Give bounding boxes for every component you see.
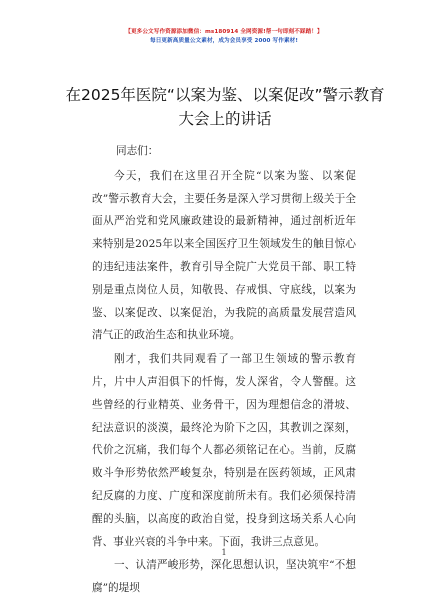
section-heading-1: 一、认清严峻形势，深化思想认识，坚决筑牢“不想腐”的堤坝 [92,559,356,595]
page-number: 1 [221,548,227,557]
paragraph-opening: 今天，我们在这里召开全院“以案为鉴、以案促改”警示教育大会，主要任务是深入学习贯彻上级关于全面从严治党和党风廉政建设的最新精神，通过剖析近年来特别是2025年以来全国医疗卫生领域发生的触目惊心的违纪违法案件，教育引导全院广大党员干部、职工特别是重点岗位人员，知敬畏、存戒惧、守底线，以案为鉴、以案促改、以案促治，为我院的高质量发展营造风清气正的政治生态和执业环境。 [92,169,356,342]
paragraph-warning-film: 刚才，我们共同观看了一部卫生领域的警示教育片，片中人声泪俱下的忏悔，发人深省，令人警醒。这些曾经的行业精英、业务骨干，因为理想信念的滑坡、纪法意识的淡漠，最终沦为阶下之囚，其教训之深刻，代价之沉痛，我们每个人都必须铭记在心。当前，反腐败斗争形势依然严峻复杂，特别是在医药领域，正风肃纪反腐的力度、广度和深度前所未有。我们必须保持清醒的头脑，以高度的政治自觉，投身到这场关系人心向背、事业兴衰的斗争中来。下面，我讲三点意见。 [92,353,356,548]
promo-banner [0,28,448,46]
salutation: 同志们： [116,145,159,157]
promo-line-membership: 每日更新高质量公文素材，成为会员享受 2000 写作素材! [150,38,298,44]
document-body [92,140,356,600]
promo-line-wechat: 【更多公文写作资源添加微信：ms180914 全网资源!帮一句即刻不踩踏！】 [125,29,323,35]
document-title: 在2025年医院“以案为鉴、以案促改”警示教育大会上的讲话 [65,86,385,128]
